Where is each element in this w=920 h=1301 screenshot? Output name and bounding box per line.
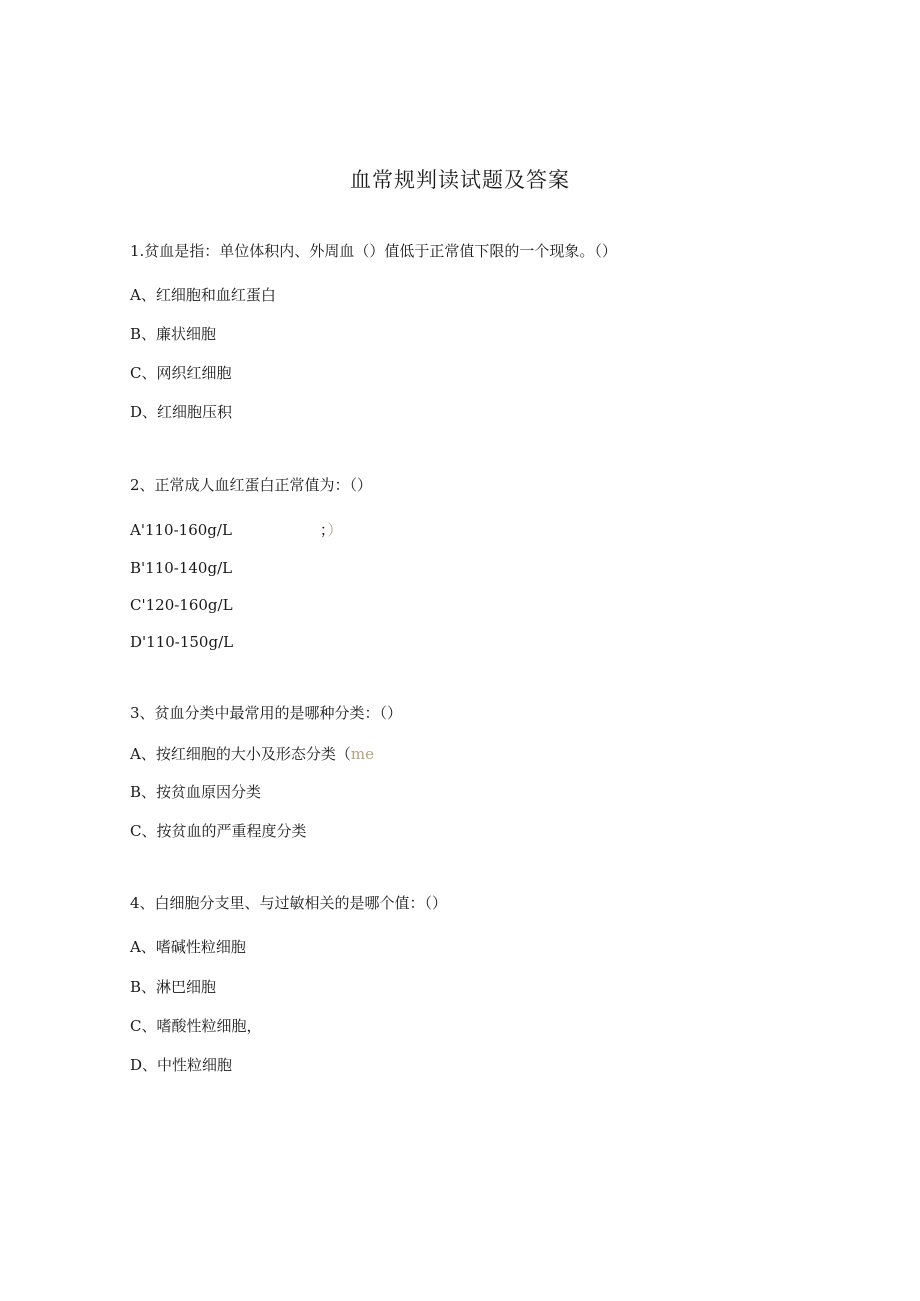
question-3-option-a: A、按红细胞的大小及形态分类（ [130, 745, 351, 763]
question-1-stem: 1.贫血是指：单位体积内、外周血（）值低于正常值下限的一个现象。（） [130, 242, 617, 260]
question-3-option-a-row [130, 744, 374, 764]
question-4-option-b: B、淋巴细胞 [130, 978, 217, 996]
question-2-option-a: A'110-160g/L [130, 521, 232, 539]
question-1-option-d: D、红细胞压积 [130, 403, 233, 421]
question-2-option-c: C'120-160g/L [130, 596, 233, 614]
question-2-option-a-mark: ； [319, 521, 328, 539]
question-4-option-d: D、中性粒细胞 [130, 1056, 233, 1074]
question-1-option-b: B、廉状细胞 [130, 325, 217, 343]
question-3-stem: 3、贫血分类中最常用的是哪种分类：（） [130, 704, 403, 722]
question-3-option-a-faint-text: me [350, 745, 374, 763]
question-1-option-a: A、红细胞和血红蛋白 [130, 286, 276, 304]
question-1-option-c: C、网织红细胞 [130, 364, 232, 382]
question-2-option-a-faint-mark: ） [327, 521, 343, 539]
question-4-option-a: A、嗜碱性粒细胞 [130, 938, 246, 956]
question-2-option-b: B'110-140g/L [130, 559, 233, 577]
question-2-option-d: D'110-150g/L [130, 633, 234, 651]
document-title: 血常规判读试题及答案 [350, 168, 570, 192]
question-3-option-b: B、按贫血原因分类 [130, 783, 262, 801]
question-4-stem: 4、白细胞分支里、与过敏相关的是哪个值：（） [130, 894, 448, 912]
question-2-stem: 2、正常成人血红蛋白正常值为：（） [130, 476, 373, 494]
question-4-option-c: C、嗜酸性粒细胞， [130, 1017, 262, 1035]
question-3-option-c: C、按贫血的严重程度分类 [130, 822, 307, 840]
question-2-option-a-row [130, 520, 342, 540]
